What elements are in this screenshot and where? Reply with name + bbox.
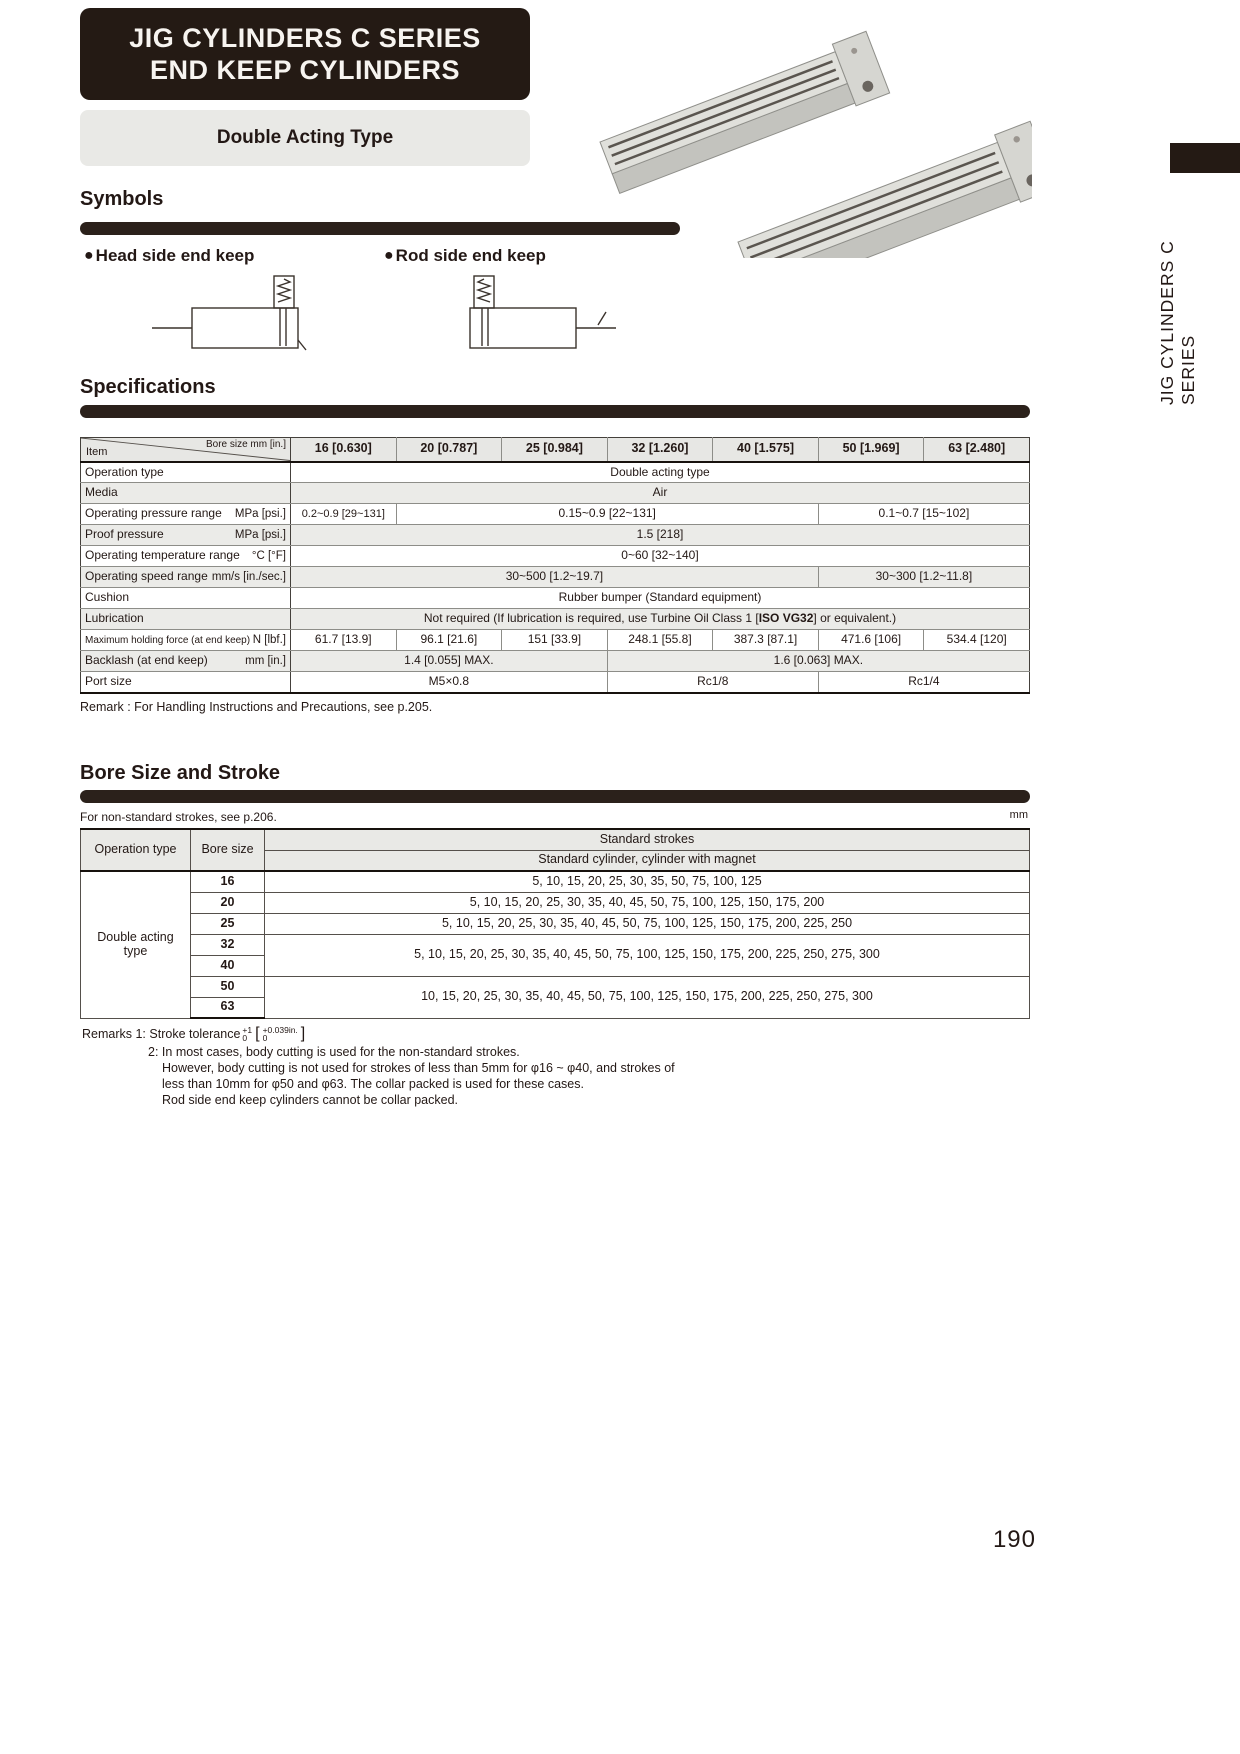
spec-row-port-size: [81, 672, 1030, 693]
spec-row-operating-temperature: [81, 546, 1030, 567]
remark-line-4: less than 10mm for φ50 and φ63. The collar packed is used for these cases.: [162, 1077, 584, 1092]
specifications-heading: Specifications: [80, 376, 216, 398]
standard-strokes-header: Standard strokes: [265, 829, 1030, 850]
bullet-icon: ●: [384, 247, 394, 264]
spec-row-media: [81, 483, 1030, 504]
row-value: 151 [33.9]: [502, 630, 608, 651]
strokes-value: 5, 10, 15, 20, 25, 30, 35, 40, 45, 50, 75, 100, 125, 150, 175, 200: [265, 892, 1030, 913]
bore-size-value: 50: [191, 976, 265, 997]
bore-row-25: [81, 913, 1030, 934]
row-label: Lubrication: [81, 609, 291, 630]
row-value: Double acting type: [291, 462, 1030, 483]
spec-col-header: 40 [1.575]: [713, 438, 819, 462]
strokes-value: 10, 15, 20, 25, 30, 35, 40, 45, 50, 75, 100, 125, 150, 175, 200, 225, 250, 275, 300: [265, 976, 1030, 1018]
tolerance-stack: +1 0: [242, 1024, 253, 1044]
standard-cylinder-subheader: Standard cylinder, cylinder with magnet: [265, 850, 1030, 871]
spec-row-operating-speed: [81, 567, 1030, 588]
spec-col-header: 25 [0.984]: [502, 438, 608, 462]
row-label: Operating pressure range MPa [psi.]: [81, 504, 291, 525]
bore-stroke-divider-bar: [80, 790, 1030, 803]
corner-item-label: Item: [86, 446, 108, 459]
spec-row-cushion: [81, 588, 1030, 609]
spec-col-header: 16 [0.630]: [291, 438, 397, 462]
row-value: 1.6 [0.063] MAX.: [607, 651, 1029, 672]
bore-stroke-heading: Bore Size and Stroke: [80, 762, 281, 784]
row-label: Cushion: [81, 588, 291, 609]
row-value: 534.4 [120]: [924, 630, 1030, 651]
head-side-end-keep-diagram: [150, 270, 340, 355]
bore-stroke-header-row-1: [81, 829, 1030, 850]
spec-header-row: [81, 438, 1030, 462]
head-side-end-keep-label: Head side end keep: [95, 246, 255, 265]
row-value: 0.2~0.9 [29~131]: [291, 504, 397, 525]
subtitle-banner: [80, 110, 530, 166]
corner-bore-size-label: Bore size mm [in.]: [205, 439, 286, 450]
row-value: M5×0.8: [291, 672, 608, 693]
symbols-divider-bar: [80, 222, 680, 235]
row-label: Media: [81, 483, 291, 504]
row-value: Rubber bumper (Standard equipment): [291, 588, 1030, 609]
remark-line-5: Rod side end keep cylinders cannot be collar packed.: [162, 1093, 459, 1108]
strokes-value: 5, 10, 15, 20, 25, 30, 35, 50, 75, 100, 125: [265, 871, 1030, 892]
spec-row-lubrication: [81, 609, 1030, 630]
spec-col-header: 20 [0.787]: [396, 438, 502, 462]
spec-row-operating-pressure: [81, 504, 1030, 525]
spec-row-max-holding-force: [81, 630, 1030, 651]
head-side-end-keep-item: [84, 246, 254, 266]
bore-row-20: [81, 892, 1030, 913]
cylinder-illustration-2: [735, 121, 1032, 258]
bore-row-32: [81, 934, 1030, 955]
row-label: Operating speed range mm/s [in./sec.]: [81, 567, 291, 588]
spec-col-header: 32 [1.260]: [607, 438, 713, 462]
row-label: Proof pressure MPa [psi.]: [81, 525, 291, 546]
sidebar-vertical-label: JIG CYLINDERS C SERIES: [1157, 240, 1198, 405]
symbols-heading: Symbols: [80, 188, 164, 210]
row-label: Maximum holding force (at end keep) N [lbf.]: [81, 630, 291, 651]
operation-type-value: Double acting type: [81, 871, 191, 1018]
row-value: 471.6 [106]: [818, 630, 924, 651]
bore-size-header: Bore size: [191, 829, 265, 871]
specifications-divider-bar: [80, 405, 1030, 418]
operation-type-header: Operation type: [81, 829, 191, 871]
row-value: Rc1/4: [818, 672, 1029, 693]
spec-col-header: 50 [1.969]: [818, 438, 924, 462]
bore-size-value: 25: [191, 913, 265, 934]
title-line1: JIG CYLINDERS C SERIES: [129, 22, 481, 53]
non-standard-strokes-note: For non-standard strokes, see p.206.: [80, 810, 277, 824]
page-number: 190: [992, 1526, 1036, 1553]
bore-row-16: [81, 871, 1030, 892]
remark-line-1: Remarks 1: Stroke tolerance +1 0 [ +0.039in. 0 ]: [82, 1024, 306, 1044]
remark-line-3: However, body cutting is not used for strokes of less than 5mm for φ16 ~ φ40, and strokes of: [162, 1061, 675, 1076]
row-label: Operation type: [81, 462, 291, 483]
bore-size-value: 63: [191, 997, 265, 1018]
product-photo: [552, 10, 1032, 258]
spec-corner-cell: [81, 438, 291, 462]
title-line2: END KEEP CYLINDERS: [149, 55, 461, 85]
bore-size-value: 16: [191, 871, 265, 892]
spec-remark: Remark : For Handling Instructions and Precautions, see p.205.: [80, 700, 433, 714]
row-value: 0.15~0.9 [22~131]: [396, 504, 818, 525]
subtitle-label: Double Acting Type: [216, 127, 394, 148]
cylinder-illustration-1: [597, 31, 890, 196]
title-banner: [80, 8, 530, 100]
row-value: 248.1 [55.8]: [607, 630, 713, 651]
spec-col-header: 63 [2.480]: [924, 438, 1030, 462]
row-value: Air: [291, 483, 1030, 504]
rod-side-end-keep-item: [384, 246, 546, 266]
row-label: Port size: [81, 672, 291, 693]
row-value: Not required (If lubrication is required, use Turbine Oil Class 1 [ISO VG32] or equivalent.): [291, 609, 1030, 630]
strokes-value: 5, 10, 15, 20, 25, 30, 35, 40, 45, 50, 75, 100, 125, 150, 175, 200, 225, 250, 275, 300: [265, 934, 1030, 976]
tolerance-inch-stack: +0.039in. 0: [262, 1024, 298, 1044]
spec-row-operation-type: [81, 462, 1030, 483]
spec-row-backlash: [81, 651, 1030, 672]
sidebar-tab: [1170, 143, 1240, 173]
remark-line-2: 2: In most cases, body cutting is used for the non-standard strokes.: [148, 1045, 520, 1060]
row-value: Rc1/8: [607, 672, 818, 693]
spec-row-proof-pressure: [81, 525, 1030, 546]
bore-size-value: 20: [191, 892, 265, 913]
rod-side-end-keep-label: Rod side end keep: [395, 246, 546, 265]
row-value: 30~500 [1.2~19.7]: [291, 567, 819, 588]
bore-size-value: 40: [191, 955, 265, 976]
bore-stroke-table: [80, 828, 1030, 1019]
row-value: 30~300 [1.2~11.8]: [818, 567, 1029, 588]
row-value: 0.1~0.7 [15~102]: [818, 504, 1029, 525]
row-value: 61.7 [13.9]: [291, 630, 397, 651]
row-value: 0~60 [32~140]: [291, 546, 1030, 567]
strokes-value: 5, 10, 15, 20, 25, 30, 35, 40, 45, 50, 75, 100, 125, 150, 175, 200, 225, 250: [265, 913, 1030, 934]
bore-row-50: [81, 976, 1030, 997]
bullet-icon: ●: [84, 247, 94, 264]
bore-size-value: 32: [191, 934, 265, 955]
specifications-table: [80, 437, 1030, 694]
unit-mm-label: mm: [1009, 809, 1028, 821]
row-label: Operating temperature range °C [°F]: [81, 546, 291, 567]
row-value: 387.3 [87.1]: [713, 630, 819, 651]
row-value: 1.5 [218]: [291, 525, 1030, 546]
rod-side-end-keep-diagram: [428, 270, 618, 355]
row-value: 1.4 [0.055] MAX.: [291, 651, 608, 672]
row-value: 96.1 [21.6]: [396, 630, 502, 651]
row-label: Backlash (at end keep) mm [in.]: [81, 651, 291, 672]
bore-stroke-remarks: [82, 1024, 675, 1108]
